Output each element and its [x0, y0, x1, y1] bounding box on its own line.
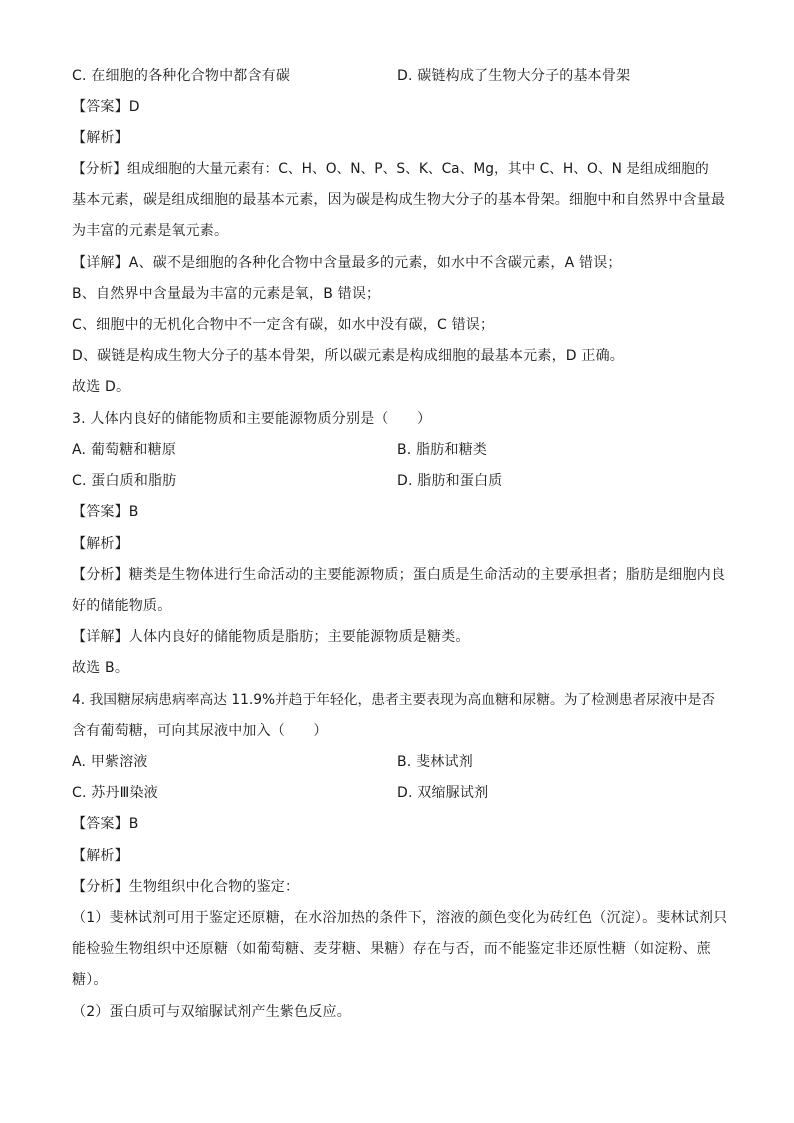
q4-option-a: A. 甲紫溶液 [72, 754, 148, 770]
q2-conclusion: 故选 D。 [72, 379, 131, 395]
q2-analysis-line: 【分析】组成细胞的大量元素有：C、H、O、N、P、S、K、Ca、Mg，其中 C、H、O、N 是组成细胞的 [72, 161, 709, 177]
q4-answer: 【答案】B [72, 816, 139, 832]
q2-analysis-line: 为丰富的元素是氧元素。 [72, 223, 229, 239]
q3-stem: 3. 人体内良好的储能物质和主要能源物质分别是（ ） [72, 411, 432, 427]
q4-stem-line: 含有葡萄糖，可向其尿液中加入（ ） [72, 723, 328, 739]
q3-analysis-line: 好的储能物质。 [72, 598, 172, 614]
q2-analysis-line: 基本元素，碳是组成细胞的最基本元素，因为碳是构成生物大分子的基本骨架。细胞中和自然界中含量最 [72, 192, 726, 208]
q2-analysis-heading: 【解析】 [72, 130, 129, 146]
q3-detail: 【详解】人体内良好的储能物质是脂肪；主要能源物质是糖类。 [72, 629, 470, 645]
q3-conclusion: 故选 B。 [72, 660, 130, 676]
q3-option-c: C. 蛋白质和脂肪 [72, 473, 177, 489]
q4-point-line: 糖）。 [72, 972, 108, 988]
q2-detail-line: B、自然界中含量最为丰富的元素是氧，B 错误； [72, 286, 381, 302]
q4-stem-line: 4. 我国糖尿病患病率高达 11.9%并趋于年轻化，患者主要表现为高血糖和尿糖。为了检测患者尿液中是否 [72, 692, 716, 708]
q4-point-line: （2）蛋白质可与双缩脲试剂产生紫色反应。 [72, 1004, 351, 1020]
q4-point-line: 能检验生物组织中还原糖（如葡萄糖、麦芽糖、果糖）存在与否，而不能鉴定非还原性糖（如淀粉、蔗 [72, 941, 711, 957]
q3-option-a: A. 葡萄糖和糖原 [72, 442, 177, 458]
q2-answer: 【答案】D [72, 99, 140, 115]
q2-detail-line: D、碳链是构成生物大分子的基本骨架，所以碳元素是构成细胞的最基本元素，D 正确。 [72, 348, 625, 364]
q2-option-c: C. 在细胞的各种化合物中都含有碳 [72, 68, 291, 84]
q3-analysis-heading: 【解析】 [72, 536, 129, 552]
q4-analysis-intro: 【分析】生物组织中化合物的鉴定： [72, 879, 300, 895]
q2-detail-line: 【详解】A、碳不是细胞的各种化合物中含量最多的元素，如水中不含碳元素，A 错误； [72, 255, 622, 271]
q4-option-d: D. 双缩脲试剂 [397, 785, 489, 801]
q3-option-d: D. 脂肪和蛋白质 [397, 473, 503, 489]
q3-option-b: B. 脂肪和糖类 [397, 442, 488, 458]
q3-answer: 【答案】B [72, 504, 139, 520]
q4-point-line: （1）斐林试剂可用于鉴定还原糖，在水浴加热的条件下，溶液的颜色变化为砖红色（沉淀）。斐林试剂只 [72, 910, 728, 926]
q4-option-c: C. 苏丹Ⅲ染液 [72, 785, 158, 801]
q2-option-d: D. 碳链构成了生物大分子的基本骨架 [397, 68, 631, 84]
q4-analysis-heading: 【解析】 [72, 848, 129, 864]
q4-option-b: B. 斐林试剂 [397, 754, 473, 770]
q2-detail-line: C、细胞中的无机化合物中不一定含有碳，如水中没有碳，C 错误； [72, 317, 495, 333]
q3-analysis-line: 【分析】糖类是生物体进行生命活动的主要能源物质；蛋白质是生命活动的主要承担者；脂肪是细胞内良 [72, 567, 726, 583]
